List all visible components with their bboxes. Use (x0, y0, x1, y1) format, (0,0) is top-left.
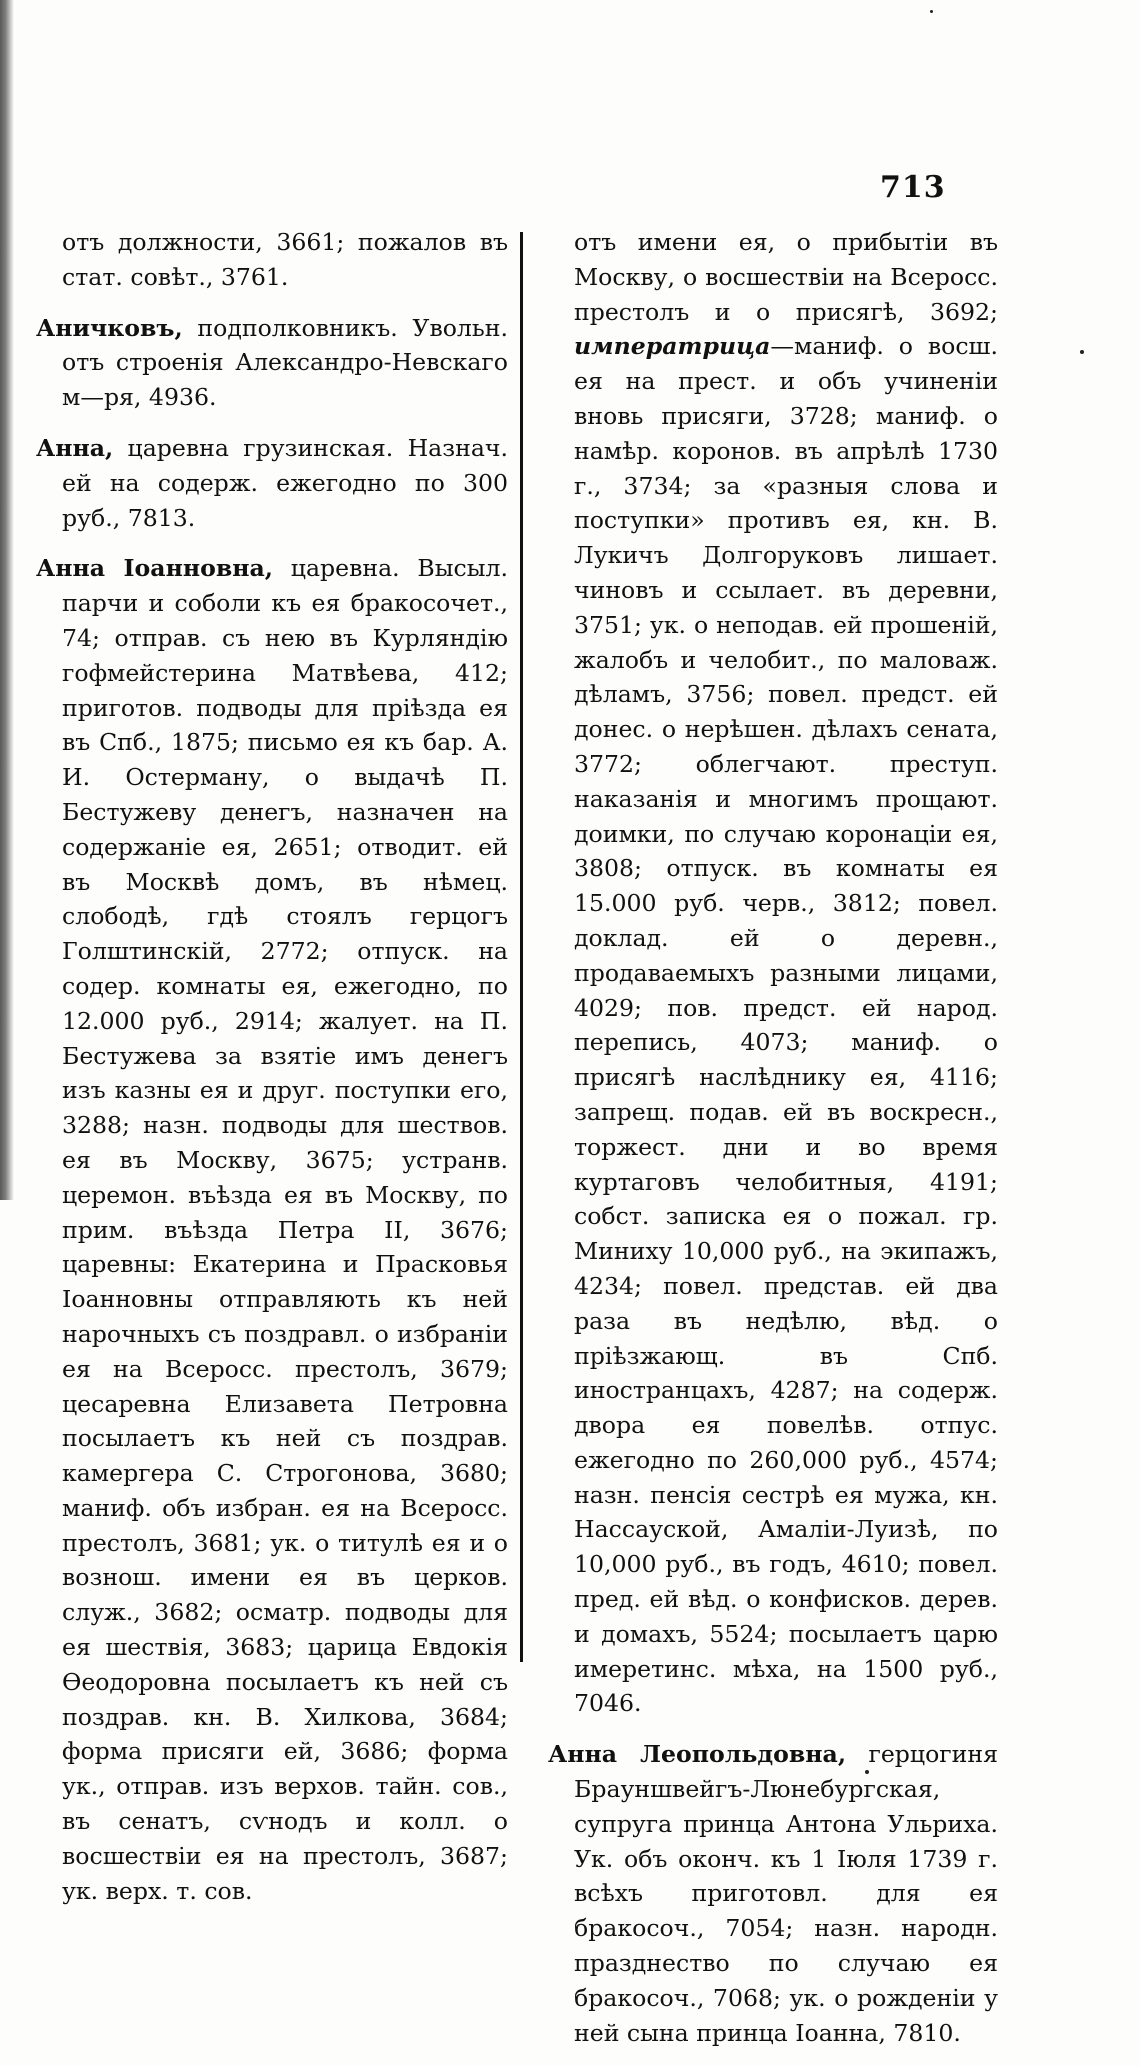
print-speck (1080, 350, 1084, 354)
entry-emphasis: императрица (574, 332, 771, 361)
right-column (548, 225, 998, 2066)
entry-text: отъ должности, 3661; пожалов въ стат. совѣт., 3761. (62, 228, 508, 291)
page-number: 713 (880, 170, 946, 205)
index-entry (36, 551, 508, 1908)
page-binding-shadow (0, 0, 14, 1200)
entry-headword: Анна Леопольдовна, (548, 1740, 847, 1769)
entry-text: царевна грузинская. Назнач. ей на содерж. ежегодно по 300 руб., 7813. (62, 433, 508, 532)
entry-text: царевна. Высыл. парчи и соболи къ ея бракосочет., 74; отправ. съ нею въ Курляндію гофмейстерина Матвѣева, 412; приготов. подводы для пріѣзда ея въ Спб., 1875; письмо ея къ бар. А. И. Остерману, о выдачѣ П. Бестужеву денегъ, назначен на содержаніе ея, 2651; отводит. ей въ Москвѣ домъ, въ нѣмец. слободѣ, гдѣ стоялъ герцогъ Голштинскій, 2772; отпуск. на содер. комнаты ея, ежегодно, по 12.000 руб., 2914; жалует. на П. Бестужева за взятіе имъ денегъ изъ казны ея и друг. поступки его, 3288; назн. подводы для шествов. ея въ Москву, 3675; устранв. церемон. въѣзда ея въ Москву, по прим. въѣзда Петра II, 3676; царевны: Екатерина и Прасковья Іоанновны отправляють къ ней нарочныхъ съ поздравл. о избраніи ея на Всеросс. престолъ, 3679; цесаревна Елизавета Петровна посылаетъ къ ней съ поздрав. камергера С. Строгонова, 3680; маниф. объ избран. ея на Всеросс. престолъ, 3681; ук. о титулѣ ея и о вознош. имени ея въ церков. служ., 3682; осматр. подводы для ея шествія, 3683; царица Евдокія Ѳеодоровна посылаетъ къ ней съ поздрав. кн. В. Хилкова, 3684; форма присяги ей, 3686; форма ук., отправ. изъ верхов. тайн. сов., въ сенатъ, сѵнодъ и колл. о восшествіи ея на престолъ, 3687; ук. верх. т. сов. (62, 554, 508, 1905)
index-entry (548, 225, 998, 1721)
print-speck (930, 10, 933, 13)
print-speck (865, 1770, 869, 1774)
entry-text: герцогиня Брауншвейгъ-Люнебургская, супруга принца Антона Ульриха. Ук. объ оконч. къ 1 Іюля 1739 г. всѣхъ приготовл. для ея бракосоч., 7054; назн. народн. празднество по случаю ея бракосоч., 7068; ук. о рожденіи у ней сына принца Іоанна, 7810. (574, 1740, 998, 2047)
entry-headword: Аничковъ, (36, 313, 183, 342)
index-entry (548, 1737, 998, 2050)
index-entry (36, 311, 508, 415)
index-entry (36, 225, 508, 295)
entry-text-after: —маниф. о восш. ея на прест. и объ учиненіи вновь присяги, 3728; маниф. о намѣр. коронов. въ апрѣлѣ 1730 г., 3734; за «разныя слова и поступки» противъ ея, кн. В. Лукичъ Долгоруковъ лишает. чиновъ и ссылает. въ деревни, 3751; ук. о неподав. ей прошеній, жалобъ и челобит., по маловаж. дѣламъ, 3756; повел. предст. ей донес. о нерѣшен. дѣлахъ сената, 3772; облегчают. преступ. наказанія и многимъ прощают. доимки, по случаю коронаціи ея, 3808; отпуск. въ комнаты ея 15.000 руб. черв., 3812; повел. доклад. ей о деревн., продаваемыхъ разными лицами, 4029; пов. предст. ей народ. перепись, 4073; маниф. о присягѣ наслѣднику ея, 4116; запрещ. подав. ей въ воскресн., торжест. дни и во время куртаговъ челобитныя, 4191; собст. записка ея о пожал. гр. Миниху 10,000 руб., на экипажъ, 4234; повел. представ. ей два раза въ недѣлю, вѣд. о пріѣзжающ. въ Спб. иностранцахъ, 4287; на содерж. двора ея повелѣв. отпус. ежегодно по 260,000 руб., 4574; назн. пенсія сестрѣ ея мужа, кн. Нассауской, Амаліи-Луизѣ, по 10,000 руб., въ годъ, 4610; повел. пред. ей вѣд. о конфисков. дерев. и домахъ, 5524; посылаетъ царю имеретинс. мѣха, на 1500 руб., 7046. (574, 332, 998, 1718)
entry-headword: Анна, (36, 433, 114, 462)
entry-text: отъ имени ея, о прибытіи въ Москву, о восшествіи на Всеросс. престолъ и о присягѣ, 3692; (574, 228, 998, 326)
left-column (36, 225, 508, 1924)
entry-text: подполковникъ. Увольн. отъ строенія Александро-Невскаго м—ря, 4936. (62, 313, 508, 412)
entry-headword: Анна Іоанновна, (36, 554, 274, 583)
index-entry (36, 431, 508, 535)
column-divider (520, 232, 523, 1662)
